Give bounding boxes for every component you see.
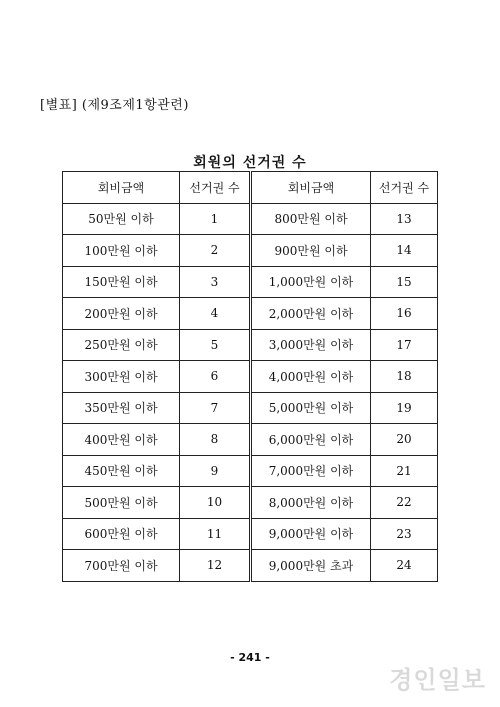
table-row	[63, 266, 438, 298]
fee-amount-cell: 250만원 이하	[63, 329, 180, 361]
header-fee-amount: 회비금액	[251, 172, 371, 204]
table-title: 회원의 선거권 수	[193, 155, 307, 171]
fee-amount-cell: 100만원 이하	[63, 235, 180, 267]
fee-amount-cell: 200만원 이하	[63, 298, 180, 330]
table-row	[63, 424, 438, 456]
fee-amount-cell: 6,000만원 이하	[251, 424, 371, 456]
vote-count-cell: 6	[180, 361, 251, 393]
table-row	[63, 487, 438, 519]
header-fee-amount: 회비금액	[63, 172, 180, 204]
fee-amount-cell: 3,000만원 이하	[251, 329, 371, 361]
fee-amount-cell: 800만원 이하	[251, 203, 371, 235]
vote-count-cell: 24	[371, 550, 438, 582]
table-row	[63, 392, 438, 424]
fee-amount-cell: 50만원 이하	[63, 203, 180, 235]
vote-count-cell: 18	[371, 361, 438, 393]
vote-count-cell: 9	[180, 455, 251, 487]
table-header-row	[63, 172, 438, 204]
vote-count-cell: 14	[371, 235, 438, 267]
vote-count-cell: 8	[180, 424, 251, 456]
page-number: - 241 -	[230, 651, 270, 664]
voting-rights-table	[62, 171, 438, 582]
fee-amount-cell: 5,000만원 이하	[251, 392, 371, 424]
vote-count-cell: 10	[180, 487, 251, 519]
vote-count-cell: 21	[371, 455, 438, 487]
table-row	[63, 298, 438, 330]
fee-amount-cell: 600만원 이하	[63, 518, 180, 550]
vote-count-cell: 7	[180, 392, 251, 424]
fee-amount-cell: 300만원 이하	[63, 361, 180, 393]
fee-amount-cell: 150만원 이하	[63, 266, 180, 298]
fee-amount-cell: 9,000만원 이하	[251, 518, 371, 550]
table-row	[63, 361, 438, 393]
fee-amount-cell: 350만원 이하	[63, 392, 180, 424]
vote-count-cell: 1	[180, 203, 251, 235]
annex-label: [별표] (제9조제1항관련)	[40, 98, 189, 113]
header-vote-count: 선거권 수	[371, 172, 438, 204]
vote-count-cell: 11	[180, 518, 251, 550]
vote-count-cell: 17	[371, 329, 438, 361]
table-row	[63, 550, 438, 582]
vote-count-cell: 5	[180, 329, 251, 361]
table-row	[63, 455, 438, 487]
watermark-logo: 경인일보	[389, 666, 486, 694]
fee-amount-cell: 900만원 이하	[251, 235, 371, 267]
table-row	[63, 329, 438, 361]
vote-count-cell: 19	[371, 392, 438, 424]
fee-amount-cell: 7,000만원 이하	[251, 455, 371, 487]
vote-count-cell: 2	[180, 235, 251, 267]
fee-amount-cell: 2,000만원 이하	[251, 298, 371, 330]
header-vote-count: 선거권 수	[180, 172, 251, 204]
vote-count-cell: 12	[180, 550, 251, 582]
table-row	[63, 518, 438, 550]
vote-count-cell: 4	[180, 298, 251, 330]
fee-amount-cell: 500만원 이하	[63, 487, 180, 519]
vote-count-cell: 23	[371, 518, 438, 550]
fee-amount-cell: 1,000만원 이하	[251, 266, 371, 298]
fee-amount-cell: 4,000만원 이하	[251, 361, 371, 393]
table-row	[63, 203, 438, 235]
vote-count-cell: 22	[371, 487, 438, 519]
table-row	[63, 235, 438, 267]
fee-amount-cell: 400만원 이하	[63, 424, 180, 456]
fee-amount-cell: 8,000만원 이하	[251, 487, 371, 519]
vote-count-cell: 20	[371, 424, 438, 456]
vote-count-cell: 3	[180, 266, 251, 298]
fee-amount-cell: 450만원 이하	[63, 455, 180, 487]
fee-amount-cell: 700만원 이하	[63, 550, 180, 582]
vote-count-cell: 13	[371, 203, 438, 235]
vote-count-cell: 15	[371, 266, 438, 298]
vote-count-cell: 16	[371, 298, 438, 330]
fee-amount-cell: 9,000만원 초과	[251, 550, 371, 582]
